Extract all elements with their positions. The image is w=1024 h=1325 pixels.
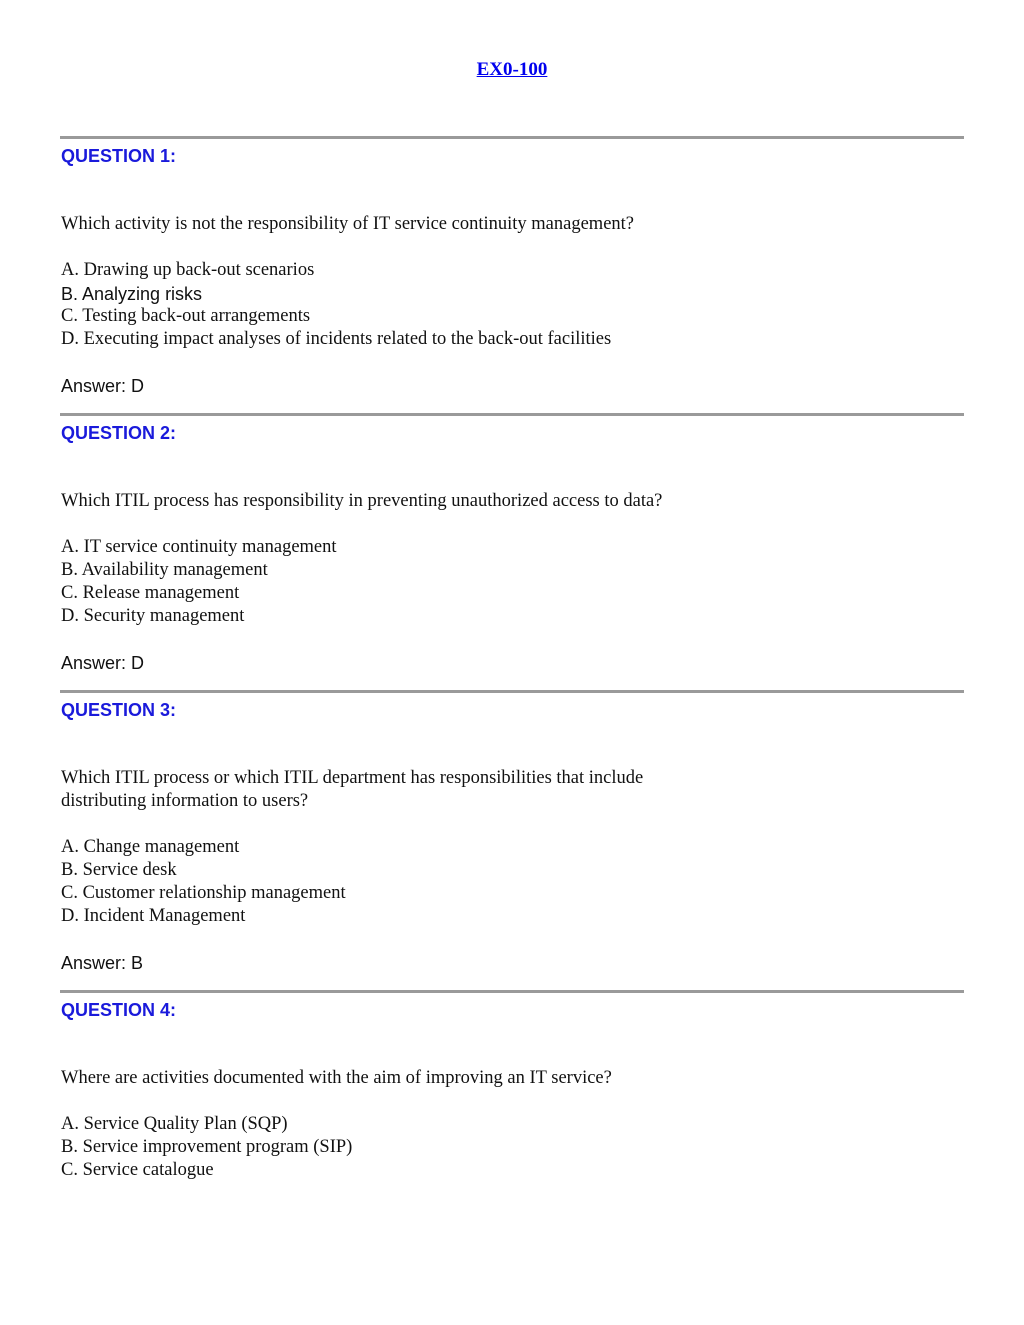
question-2-option-a: A. IT service continuity management: [61, 537, 337, 557]
question-1-option-b: B. Analyzing risks: [61, 284, 203, 304]
question-2-option-b: B. Availability management: [61, 560, 268, 580]
question-4-heading: QUESTION 4:: [61, 1000, 177, 1020]
question-3-option-c: C. Customer relationship management: [61, 883, 346, 903]
question-3-option-b: B. Service desk: [61, 860, 177, 880]
divider: [60, 690, 964, 693]
question-2-text: Which ITIL process has responsibility in preventing unauthorized access to data?: [61, 491, 663, 511]
document-title-link[interactable]: EX0-100: [476, 59, 548, 80]
question-4-text: Where are activities documented with the aim of improving an IT service?: [61, 1068, 612, 1088]
question-1-option-a: A. Drawing up back-out scenarios: [61, 260, 315, 280]
question-3-text-line-1: Which ITIL process or which ITIL department has responsibilities that include: [61, 768, 644, 788]
divider: [60, 990, 964, 993]
question-4-option-a: A. Service Quality Plan (SQP): [61, 1114, 288, 1134]
question-2-option-c: C. Release management: [61, 583, 240, 603]
question-1-answer: Answer: D: [61, 376, 145, 396]
question-3-option-d: D. Incident Management: [61, 906, 246, 926]
question-1-option-d: D. Executing impact analyses of incidents related to the back-out facilities: [61, 329, 612, 349]
divider: [60, 413, 964, 416]
question-1-option-c: C. Testing back-out arrangements: [61, 306, 311, 326]
question-2-heading: QUESTION 2:: [61, 423, 177, 443]
question-3-text-line-2: distributing information to users?: [61, 791, 309, 811]
question-1-heading: QUESTION 1:: [61, 146, 177, 166]
question-1-text: Which activity is not the responsibility of IT service continuity management?: [61, 214, 635, 234]
question-3-heading: QUESTION 3:: [61, 700, 177, 720]
question-3-option-a: A. Change management: [61, 837, 240, 857]
question-4-option-b: B. Service improvement program (SIP): [61, 1137, 353, 1157]
question-4-option-c: C. Service catalogue: [61, 1160, 214, 1180]
question-2-answer: Answer: D: [61, 653, 145, 673]
question-3-answer: Answer: B: [61, 953, 144, 973]
divider: [60, 136, 964, 139]
question-2-option-d: D. Security management: [61, 606, 245, 626]
